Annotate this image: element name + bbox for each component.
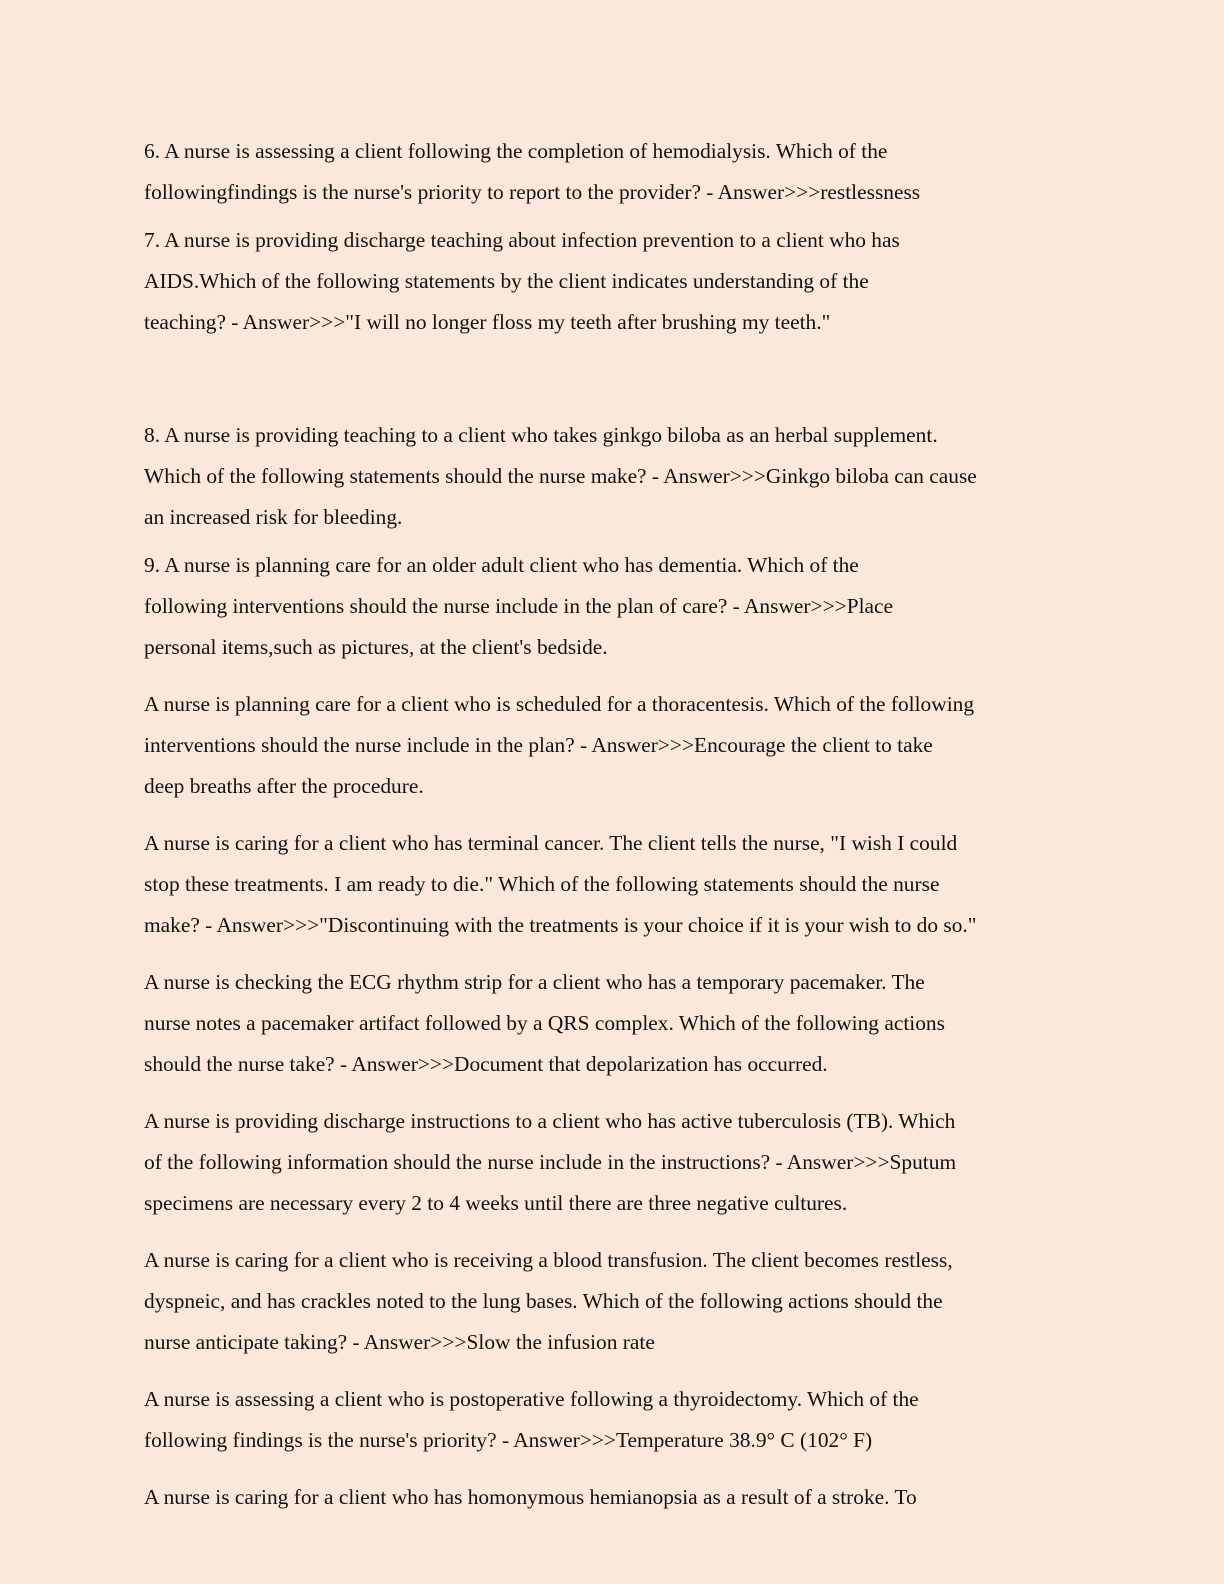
- question-blood-transfusion: A nurse is caring for a client who is receiving a blood transfusion. The client becomes restless, dyspneic, and has crackles noted to the lung bases. Which of the following actions should the nurse anticipate taking? - Answer>>>Slow the infusion rate: [144, 1248, 953, 1354]
- question-8: 8. A nurse is providing teaching to a client who takes ginkgo biloba as an herbal supplement. Which of the following statements should the nurse make? - Answer>>>Ginkgo biloba can cause an increased risk for bleeding.: [144, 423, 977, 529]
- document-body: [144, 131, 1084, 1518]
- question-thoracentesis: A nurse is planning care for a client who is scheduled for a thoracentesis. Which of the following interventions should the nurse include in the plan? - Answer>>>Encourage the client to take deep breaths after the procedure.: [144, 692, 975, 798]
- question-9: 9. A nurse is planning care for an older adult client who has dementia. Which of the following interventions should the nurse include in the plan of care? - Answer>>>Place personal items,such as pictures, at the client's bedside.: [144, 553, 894, 659]
- question-6: 6. A nurse is assessing a client following the completion of hemodialysis. Which of the followingfindings is the nurse's priority to report to the provider? - Answer>>>restlessness: [144, 139, 921, 204]
- question-terminal-cancer: A nurse is caring for a client who has terminal cancer. The client tells the nurse, "I wish I could stop these treatments. I am ready to die." Which of the following statements should the nurse make? - Answer>>>"Discontinuing with the treatments is your choice if it is your wish to do so.": [144, 831, 977, 937]
- question-thyroidectomy: A nurse is assessing a client who is postoperative following a thyroidectomy. Which of the following findings is the nurse's priority? - Answer>>>Temperature 38.9° C (102° F): [144, 1387, 919, 1452]
- question-hemianopsia: A nurse is caring for a client who has homonymous hemianopsia as a result of a stroke. To: [144, 1485, 917, 1509]
- question-tuberculosis: A nurse is providing discharge instructions to a client who has active tuberculosis (TB). Which of the following information should the nurse include in the instructions? - Answer>>>Sputum specimens are necessary every 2 to 4 weeks until there are three negative cultures.: [144, 1109, 957, 1215]
- question-7: 7. A nurse is providing discharge teaching about infection prevention to a client who has AIDS.Which of the following statements by the client indicates understanding of the teaching? - Answer>>>"I will no longer floss my teeth after brushing my teeth.": [144, 228, 900, 334]
- question-pacemaker: A nurse is checking the ECG rhythm strip for a client who has a temporary pacemaker. The nurse notes a pacemaker artifact followed by a QRS complex. Which of the following actions should the nurse take? - Answer>>>Document that depolarization has occurred.: [144, 970, 945, 1076]
